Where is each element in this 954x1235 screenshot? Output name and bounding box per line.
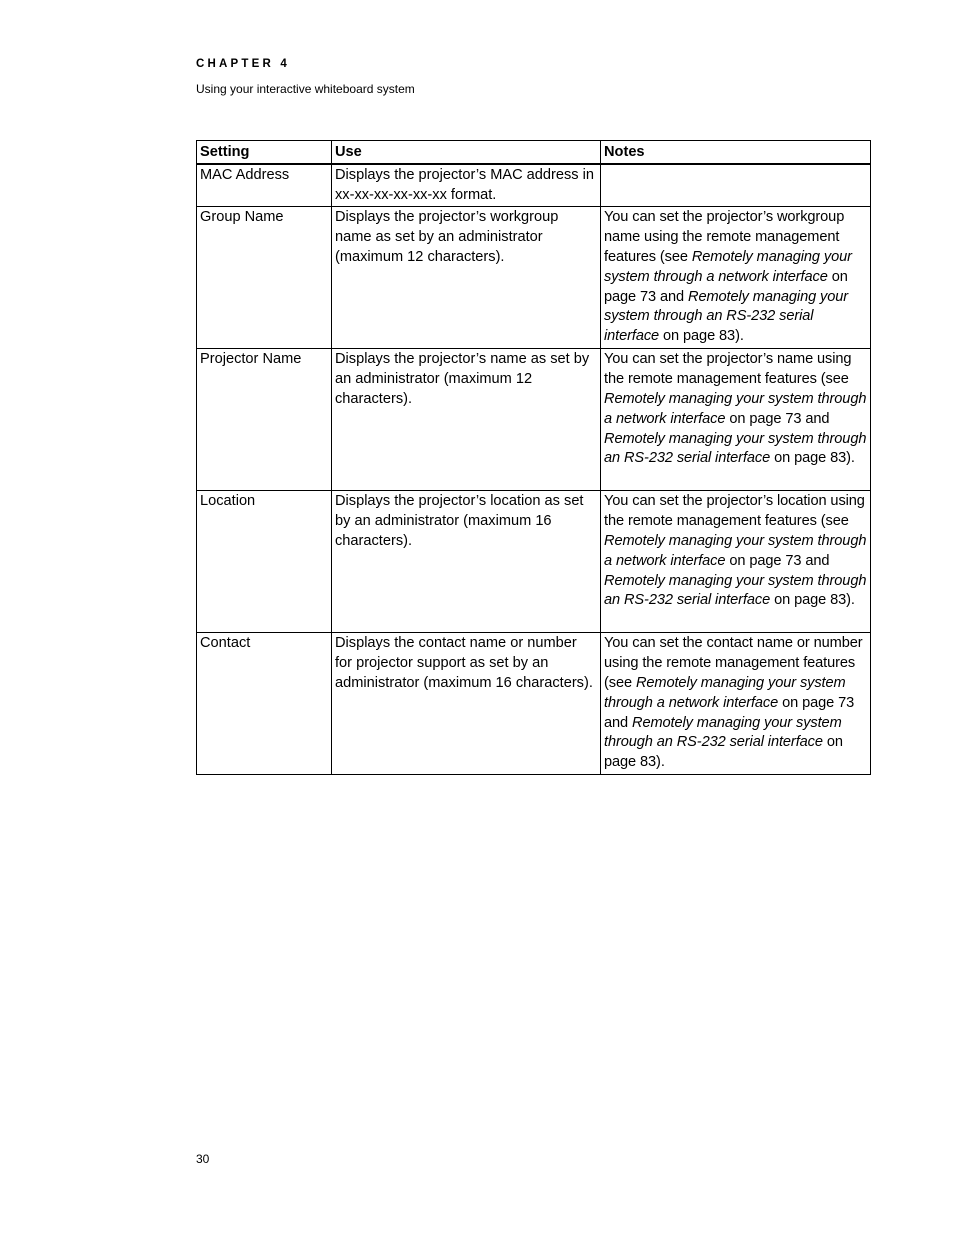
notes-text: on page 73 and xyxy=(604,694,855,731)
cross-reference: Remotely managing your system through a network interface xyxy=(604,248,852,285)
notes-text: on page 73 and xyxy=(725,552,830,569)
column-header-notes: Notes xyxy=(601,141,871,164)
table-row xyxy=(197,632,871,774)
use-cell: Displays the projector’s location as set by an administrator (maximum 16 characters). xyxy=(332,490,601,632)
notes-text: You can set the projector’s name using the remote management features (see xyxy=(604,350,852,387)
notes-text: on page 83). xyxy=(770,450,855,467)
setting-cell: MAC Address xyxy=(197,164,332,207)
setting-cell: Location xyxy=(197,490,332,632)
cross-reference: Remotely managing your system through a network interface xyxy=(604,390,867,427)
settings-table xyxy=(196,140,871,775)
notes-cell xyxy=(601,348,871,490)
setting-cell: Contact xyxy=(197,632,332,774)
notes-text: You can set the projector’s workgroup name using the remote management features (see xyxy=(604,208,845,265)
notes-text: on page 73 and xyxy=(604,268,848,305)
table-row xyxy=(197,164,871,207)
column-header-setting: Setting xyxy=(197,141,332,164)
page-number: 30 xyxy=(196,1152,210,1166)
notes-text: You can set the contact name or number using the remote management features (see xyxy=(604,634,863,691)
cross-reference: Remotely managing your system through an RS-232 serial interface xyxy=(604,288,849,345)
notes-text: on page 73 and xyxy=(725,410,830,427)
table-row xyxy=(197,206,871,348)
cross-reference: Remotely managing your system through a network interface xyxy=(604,532,867,569)
use-cell: Displays the projector’s workgroup name as set by an administrator (maximum 12 characters). xyxy=(332,206,601,348)
setting-cell: Projector Name xyxy=(197,348,332,490)
notes-text: on page 83). xyxy=(770,592,855,609)
use-cell: Displays the projector’s MAC address in xx-xx-xx-xx-xx-xx format. xyxy=(332,164,601,207)
cross-reference: Remotely managing your system through an RS-232 serial interface xyxy=(604,714,842,751)
setting-cell: Group Name xyxy=(197,206,332,348)
cross-reference: Remotely managing your system through an RS-232 serial interface xyxy=(604,572,867,609)
notes-cell xyxy=(601,164,871,207)
notes-cell xyxy=(601,632,871,774)
use-cell: Displays the projector’s name as set by an administrator (maximum 12 characters). xyxy=(332,348,601,490)
cross-reference: Remotely managing your system through a network interface xyxy=(604,674,846,711)
table-row xyxy=(197,490,871,632)
chapter-label: CHAPTER 4 xyxy=(196,58,290,70)
notes-cell xyxy=(601,206,871,348)
notes-text: You can set the projector’s location using the remote management features (see xyxy=(604,492,865,529)
column-header-use: Use xyxy=(332,141,601,164)
use-cell: Displays the contact name or number for projector support as set by an administrator (maximum 16 characters). xyxy=(332,632,601,774)
notes-text: on page 83). xyxy=(659,328,744,345)
chapter-title: Using your interactive whiteboard system xyxy=(196,82,415,96)
table-header-row xyxy=(197,141,871,164)
notes-text: on page 83). xyxy=(604,734,843,771)
table-row xyxy=(197,348,871,490)
cross-reference: Remotely managing your system through an RS-232 serial interface xyxy=(604,430,867,467)
notes-cell xyxy=(601,490,871,632)
